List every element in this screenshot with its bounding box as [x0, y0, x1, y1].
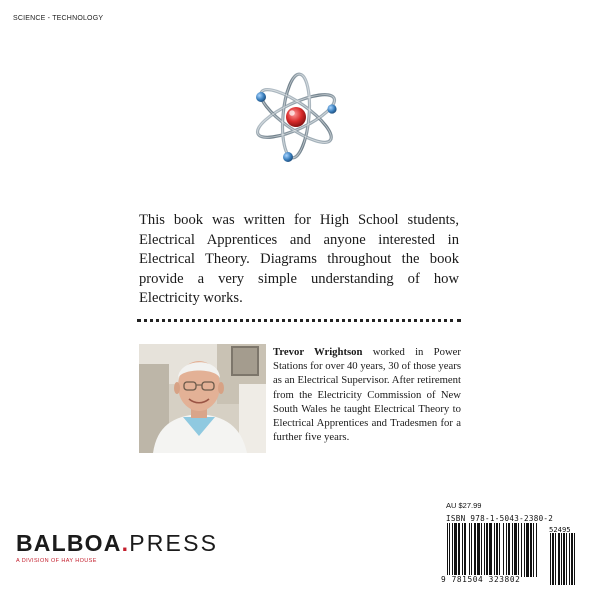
atom-icon — [248, 68, 344, 164]
publisher-logo — [16, 530, 218, 564]
barcode-addon-number: 52495 — [549, 525, 571, 534]
book-blurb: This book was written for High School students, Electrical Apprentices and anyone interested in Electrical Theory. Diagrams throughout the book provide a very simple understanding of how Electricity works. — [139, 212, 459, 306]
author-bio-text: worked in Power Stations for over 40 years, 30 of those years as an Electrical Supervisor. After retirement from the Electricity Commission of New South Wales he taught Electrical Theory to Electrical Apprentices and Tradesmen for a further five years. — [273, 346, 461, 444]
dotted-divider — [137, 319, 461, 322]
publisher-tagline: A DIVISION OF HAY HOUSE — [16, 558, 97, 564]
publisher-name: BALBOA.PRESS — [16, 530, 219, 556]
barcode-digits: 9 781504 323802 — [441, 575, 521, 584]
isbn-label: ISBN 978-1-5043-2380-2 — [446, 514, 554, 523]
author-bio — [273, 345, 461, 444]
category-label: SCIENCE - TECHNOLOGY — [13, 15, 104, 22]
author-photo — [139, 344, 266, 453]
price-label: AU $27.99 — [446, 501, 482, 510]
author-name: Trevor Wrightson — [273, 346, 363, 358]
